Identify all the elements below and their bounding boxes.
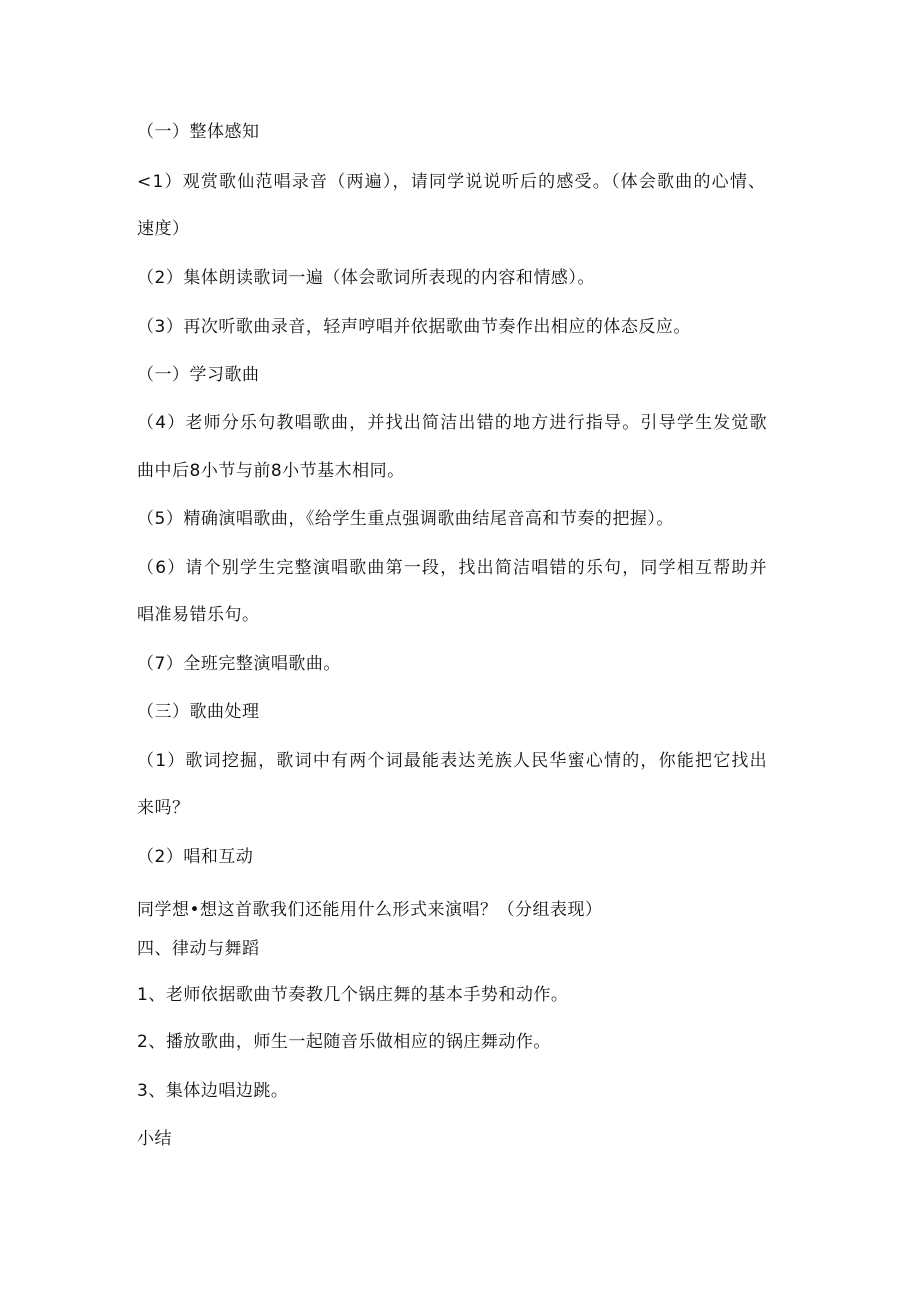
paragraph-group-performance: 同学想•想这首歌我们还能用什么形式来演唱？（分组表现） <box>137 900 603 920</box>
paragraph-step-6-line-2: 唱准易错乐句。 <box>137 605 260 625</box>
heading-overall-perception: （一）整体感知 <box>137 122 260 142</box>
paragraph-step-1-line-1: <1）观赏歌仙范唱录音（两遍），请同学说说听后的感受。（体会歌曲的心情、 <box>137 172 767 192</box>
paragraph-dance-1: 1、老师依据歌曲节奏教几个锅庄舞的基本手势和动作。 <box>137 985 569 1005</box>
paragraph-processing-1-line-2: 来吗？ <box>137 798 190 818</box>
heading-rhythm-and-dance: 四、律动与舞蹈 <box>137 939 260 959</box>
paragraph-step-4-line-1: （4）老师分乐句教唱歌曲，并找出简洁出错的地方进行指导。引导学生发觉歌 <box>137 413 768 433</box>
heading-summary: 小结 <box>137 1129 172 1149</box>
heading-learn-song: （一）学习歌曲 <box>137 365 260 385</box>
paragraph-step-1-line-2: 速度） <box>137 219 190 239</box>
paragraph-step-5: （5）精确演唱歌曲，《给学生重点强调歌曲结尾音高和节奏的把握）。 <box>137 509 674 529</box>
paragraph-step-7: （7）全班完整演唱歌曲。 <box>137 654 341 674</box>
paragraph-step-6-line-1: （6）请个别学生完整演唱歌曲第一段，找出简洁唱错的乐句，同学相互帮助并 <box>137 558 768 578</box>
paragraph-processing-1-line-1: （1）歌词挖掘，歌词中有两个词最能表达羌族人民华蜜心情的，你能把它找出 <box>137 751 768 771</box>
paragraph-dance-2: 2、播放歌曲，师生一起随音乐做相应的锅庄舞动作。 <box>137 1032 551 1052</box>
paragraph-step-2: （2）集体朗读歌词一遍（体会歌词所表现的内容和情感）。 <box>137 268 595 288</box>
paragraph-processing-2: （2）唱和互动 <box>137 847 254 867</box>
paragraph-step-4-line-2: 曲中后8小节与前8小节基木相同。 <box>137 461 405 481</box>
heading-song-processing: （三）歌曲处理 <box>137 702 260 722</box>
paragraph-dance-3: 3、集体边唱边跳。 <box>137 1081 289 1101</box>
paragraph-step-3: （3）再次听歌曲录音，轻声哼唱并依据歌曲节奏作出相应的体态反应。 <box>137 317 691 337</box>
